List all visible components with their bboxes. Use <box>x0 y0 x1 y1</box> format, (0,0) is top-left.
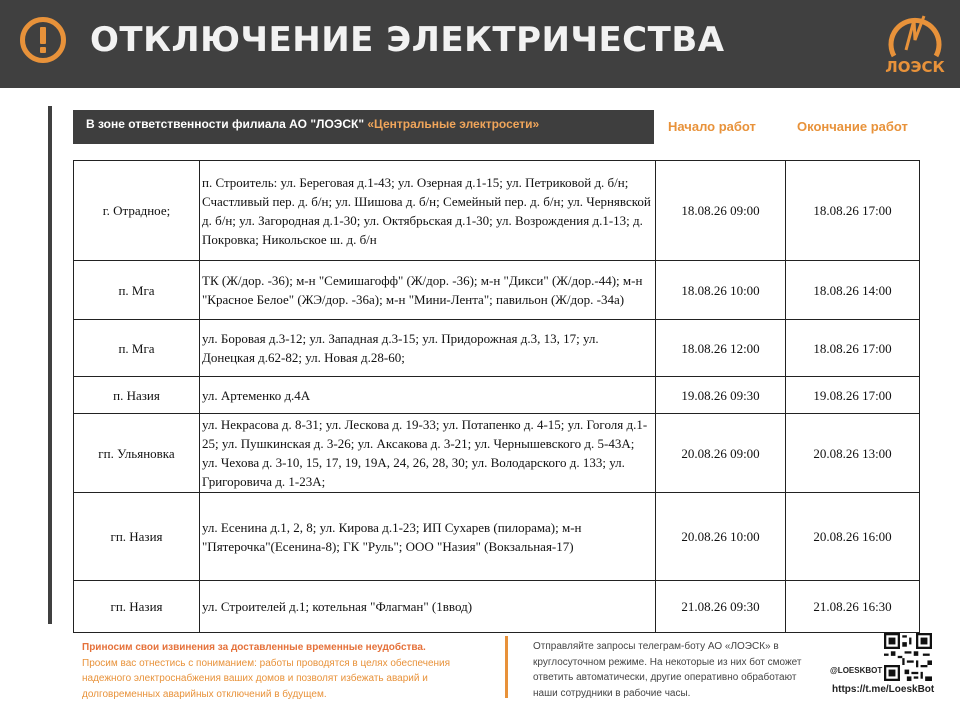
table-row <box>74 261 920 320</box>
start-time-cell: 18.08.26 09:00 <box>656 161 786 261</box>
footer-divider <box>505 636 508 698</box>
addresses-cell: п. Строитель: ул. Береговая д.1-43; ул. Озерная д.1-15; ул. Петриковой д. б/н; Счастливый пер. д. б/н; ул. Шишова д. б/н; Семейный пер. д. б/н; ул. Чернявской д. б/н; ул. Загородная д.1-30; ул. Октябрьская д.1-30; ул. Возрождения д.1-13; д. Покровка; Никольское ш. д. б/н <box>200 161 656 261</box>
table-row <box>74 377 920 414</box>
header-bar <box>0 0 960 88</box>
bot-handle: @LOESKBOT <box>830 666 883 675</box>
end-time-cell: 18.08.26 17:00 <box>786 320 920 377</box>
start-time-cell: 20.08.26 10:00 <box>656 493 786 581</box>
end-time-cell: 18.08.26 17:00 <box>786 161 920 261</box>
addresses-cell: ул. Строителей д.1; котельная "Флагман" (1ввод) <box>200 581 656 633</box>
apology-text: Приносим свои извинения за доставленные временные неудобства. <box>82 642 426 653</box>
bot-info-text: Отправляйте запросы телеграм-боту АО «ЛОЭСК» в круглосуточном режиме. На некоторые из них бот сможет ответить автоматически, другие оперативно обработают наши сотрудники в рабочие часы. <box>533 641 802 699</box>
start-time-cell: 20.08.26 09:00 <box>656 414 786 493</box>
addresses-cell: ТК (Ж/дор. -36); м-н "Семишагофф" (Ж/дор. -36); м-н "Дикси" (Ж/дор.-44); м-н "Красное Белое" (ЖЭ/дор. -36а); м-н "Мини-Лента"; павильон (Ж/дор. -34а) <box>200 261 656 320</box>
addresses-cell: ул. Артеменко д.4А <box>200 377 656 414</box>
zone-banner <box>73 110 654 144</box>
locality-cell: гп. Ульяновка <box>74 414 200 493</box>
understanding-text: Просим вас отнестись с пониманием: работы проводятся в целях обеспечения надежного электроснабжения ваших домов и позволят избежать аварий и долговременных аварийных отключений в будущем. <box>82 657 451 700</box>
locality-cell: п. Мга <box>74 320 200 377</box>
locality-cell: п. Назия <box>74 377 200 414</box>
column-header-end: Окончание работ <box>797 119 908 134</box>
locality-cell: п. Мга <box>74 261 200 320</box>
locality-cell: г. Отрадное; <box>74 161 200 261</box>
start-time-cell: 19.08.26 09:30 <box>656 377 786 414</box>
end-time-cell: 20.08.26 13:00 <box>786 414 920 493</box>
bot-link[interactable]: https://t.me/LoeskBot <box>832 684 935 695</box>
end-time-cell: 18.08.26 14:00 <box>786 261 920 320</box>
end-time-cell: 20.08.26 16:00 <box>786 493 920 581</box>
exclamation-circle-icon <box>20 17 66 63</box>
zone-prefix: В зоне ответственности филиала АО "ЛОЭСК" <box>86 117 365 131</box>
start-time-cell: 18.08.26 12:00 <box>656 320 786 377</box>
logo-text: ЛОЭСК <box>885 58 945 76</box>
table-row <box>74 493 920 581</box>
table-row <box>74 320 920 377</box>
zone-branch-name: «Центральные электросети» <box>367 117 540 131</box>
left-accent-rule <box>48 106 52 624</box>
start-time-cell: 21.08.26 09:30 <box>656 581 786 633</box>
addresses-cell: ул. Есенина д.1, 2, 8; ул. Кирова д.1-23; ИП Сухарев (пилорама); м-н "Пятерочка"(Есенина-8); ГК "Руль"; ООО "Назия" (Вокзальная-17) <box>200 493 656 581</box>
qr-code-icon[interactable] <box>884 633 932 681</box>
page-title: ОТКЛЮЧЕНИЕ ЭЛЕКТРИЧЕСТВА <box>90 20 725 60</box>
end-time-cell: 21.08.26 16:30 <box>786 581 920 633</box>
end-time-cell: 19.08.26 17:00 <box>786 377 920 414</box>
addresses-cell: ул. Некрасова д. 8-31; ул. Лескова д. 19-33; ул. Потапенко д. 4-15; ул. Гоголя д.1-25; ул. Пушкинская д. 3-26; ул. Аксакова д. 3-21; ул. Чернышевского д. 5-43А; ул. Чехова д. 3-10, 15, 17, 19, 19А, 24, 26, 28, 30; ул. Володарского д. 133; ул. Григоровича д. 1-23А; <box>200 414 656 493</box>
lightning-arc-icon <box>884 10 946 60</box>
company-logo <box>884 10 946 78</box>
start-time-cell: 18.08.26 10:00 <box>656 261 786 320</box>
addresses-cell: ул. Боровая д.3-12; ул. Западная д.3-15; ул. Придорожная д.3, 13, 17; ул. Донецкая д.62-82; ул. Новая д.28-60; <box>200 320 656 377</box>
table-row <box>74 414 920 493</box>
table-row <box>74 581 920 633</box>
column-header-start: Начало работ <box>668 119 756 134</box>
apology-notice <box>82 640 492 702</box>
locality-cell: гп. Назия <box>74 493 200 581</box>
outage-schedule-table <box>73 160 920 633</box>
table-row <box>74 161 920 261</box>
locality-cell: гп. Назия <box>74 581 200 633</box>
